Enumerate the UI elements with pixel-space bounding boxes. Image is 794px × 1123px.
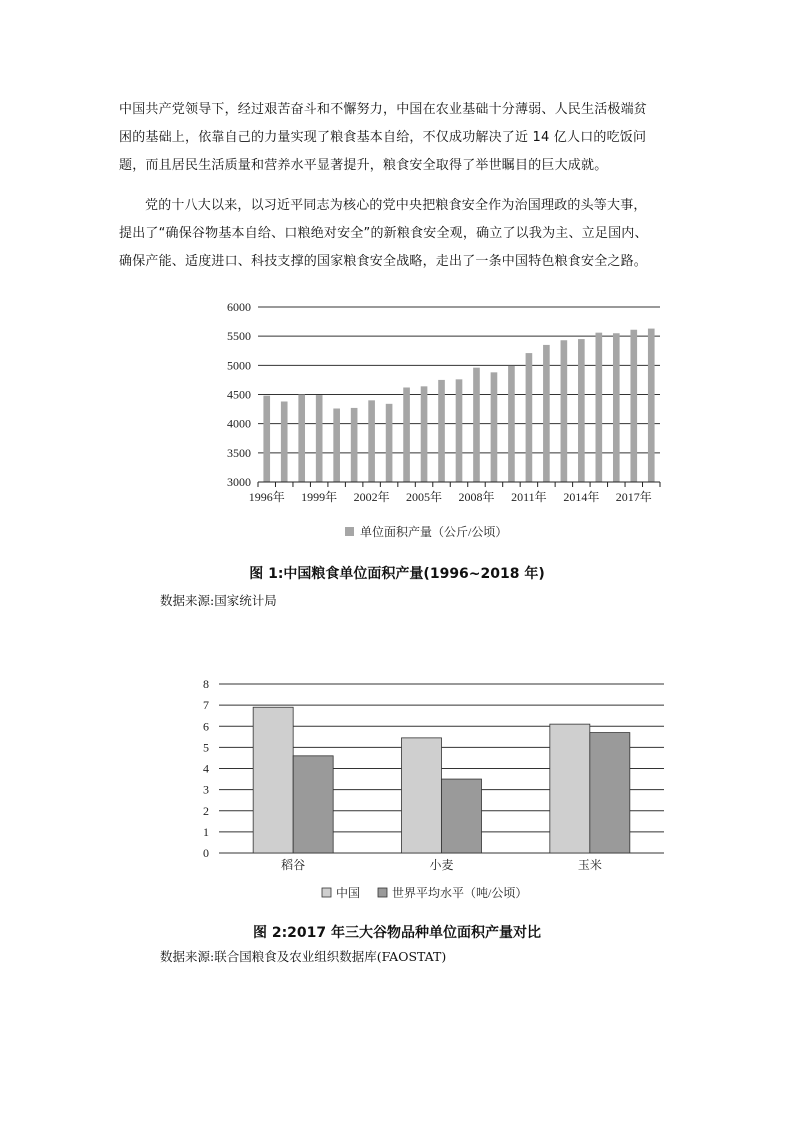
x-tick-label: 2002年 [353,490,390,504]
bar [368,400,375,482]
paragraph-2 [119,192,689,276]
yield-per-area-chart [0,295,794,545]
x-tick-label: 2017年 [615,490,652,504]
bar [333,409,340,483]
legend-swatch [378,888,387,897]
y-tick-label: 8 [203,677,209,691]
bar [403,388,410,483]
text-line: 确保产能、适度进口、科技支撑的国家粮食安全战略，走出了一条中国特色粮食安全之路。 [119,254,648,269]
y-tick-label: 4 [203,761,209,776]
bar [438,380,445,482]
text-line: 党的十八大以来，以习近平同志为核心的党中央把粮食安全作为治国理政的头等大事， [145,198,647,213]
bar [648,329,655,482]
y-tick-label: 6000 [227,300,251,314]
bar [456,379,463,482]
bar [596,333,603,482]
text-line: 提出了“确保谷物基本自给、口粮绝对安全”的新粮食安全观，确立了以我为主、立足国内、 [119,226,648,241]
bar [550,724,590,853]
grain-comparison-chart [0,672,794,907]
bar [316,395,323,482]
y-tick-label: 2 [203,803,209,818]
x-tick-label: 1996年 [248,490,285,504]
bar [630,330,637,482]
bar [590,733,630,853]
x-tick-label: 2011年 [511,490,547,504]
bar [508,366,515,482]
bar [442,779,482,853]
x-tick-label: 小麦 [429,858,454,872]
bar [402,738,442,853]
legend-label: 中国 [336,886,361,900]
text-line: 中国共产党领导下，经过艰苦奋斗和不懈努力，中国在农业基础十分薄弱、人民生活极端贫 [119,102,648,117]
figure-2-caption: 图 2:2017 年三大谷物品种单位面积产量对比 [252,925,542,941]
y-tick-label: 4000 [227,416,251,431]
bar [298,395,305,483]
y-tick-label: 5500 [227,329,251,344]
y-tick-label: 0 [203,846,209,860]
text-line: 题，而且居民生活质量和营养水平显著提升，粮食安全取得了举世瞩目的巨大成就。 [119,158,608,173]
y-tick-label: 3500 [227,445,251,460]
bar [543,345,550,482]
bar [253,707,293,853]
y-tick-label: 7 [203,698,209,713]
y-tick-label: 3 [203,782,209,797]
paragraph-1 [119,96,689,180]
bar [421,386,428,482]
bar [351,408,358,482]
x-tick-label: 玉米 [577,858,602,872]
y-tick-label: 4500 [227,387,251,402]
legend-swatch [345,527,354,536]
figure-1-caption: 图 1:中国粮食单位面积产量(1996~2018 年) [249,566,545,582]
bar [561,340,568,482]
x-tick-label: 1999年 [301,490,338,504]
y-tick-label: 3000 [227,475,251,489]
bar [281,402,288,483]
x-tick-label: 2008年 [458,490,495,504]
y-tick-label: 1 [203,824,209,839]
bar [613,333,620,482]
bar [473,368,480,482]
figure-1-source: 数据来源:国家统计局 [160,593,277,608]
bar [526,353,533,482]
bar [491,372,498,482]
text-line: 困的基础上，依靠自己的力量实现了粮食基本自给，不仅成功解决了近 14 亿人口的吃饭问 [119,130,647,145]
y-tick-label: 5 [203,740,209,755]
legend-swatch [322,888,331,897]
bar [293,756,333,853]
figure-2-source: 数据来源:联合国粮食及农业组织数据库(FAOSTAT) [160,949,447,964]
y-tick-label: 5000 [227,358,251,373]
bar [263,396,270,482]
x-tick-label: 2014年 [563,490,600,504]
y-tick-label: 6 [203,719,209,734]
bar [578,339,585,482]
x-tick-label: 稻谷 [281,858,306,872]
legend-label: 世界平均水平（吨/公顷） [392,886,528,900]
x-tick-label: 2005年 [406,490,443,504]
legend-label: 单位面积产量（公斤/公顷） [360,525,508,539]
bar [386,404,393,482]
